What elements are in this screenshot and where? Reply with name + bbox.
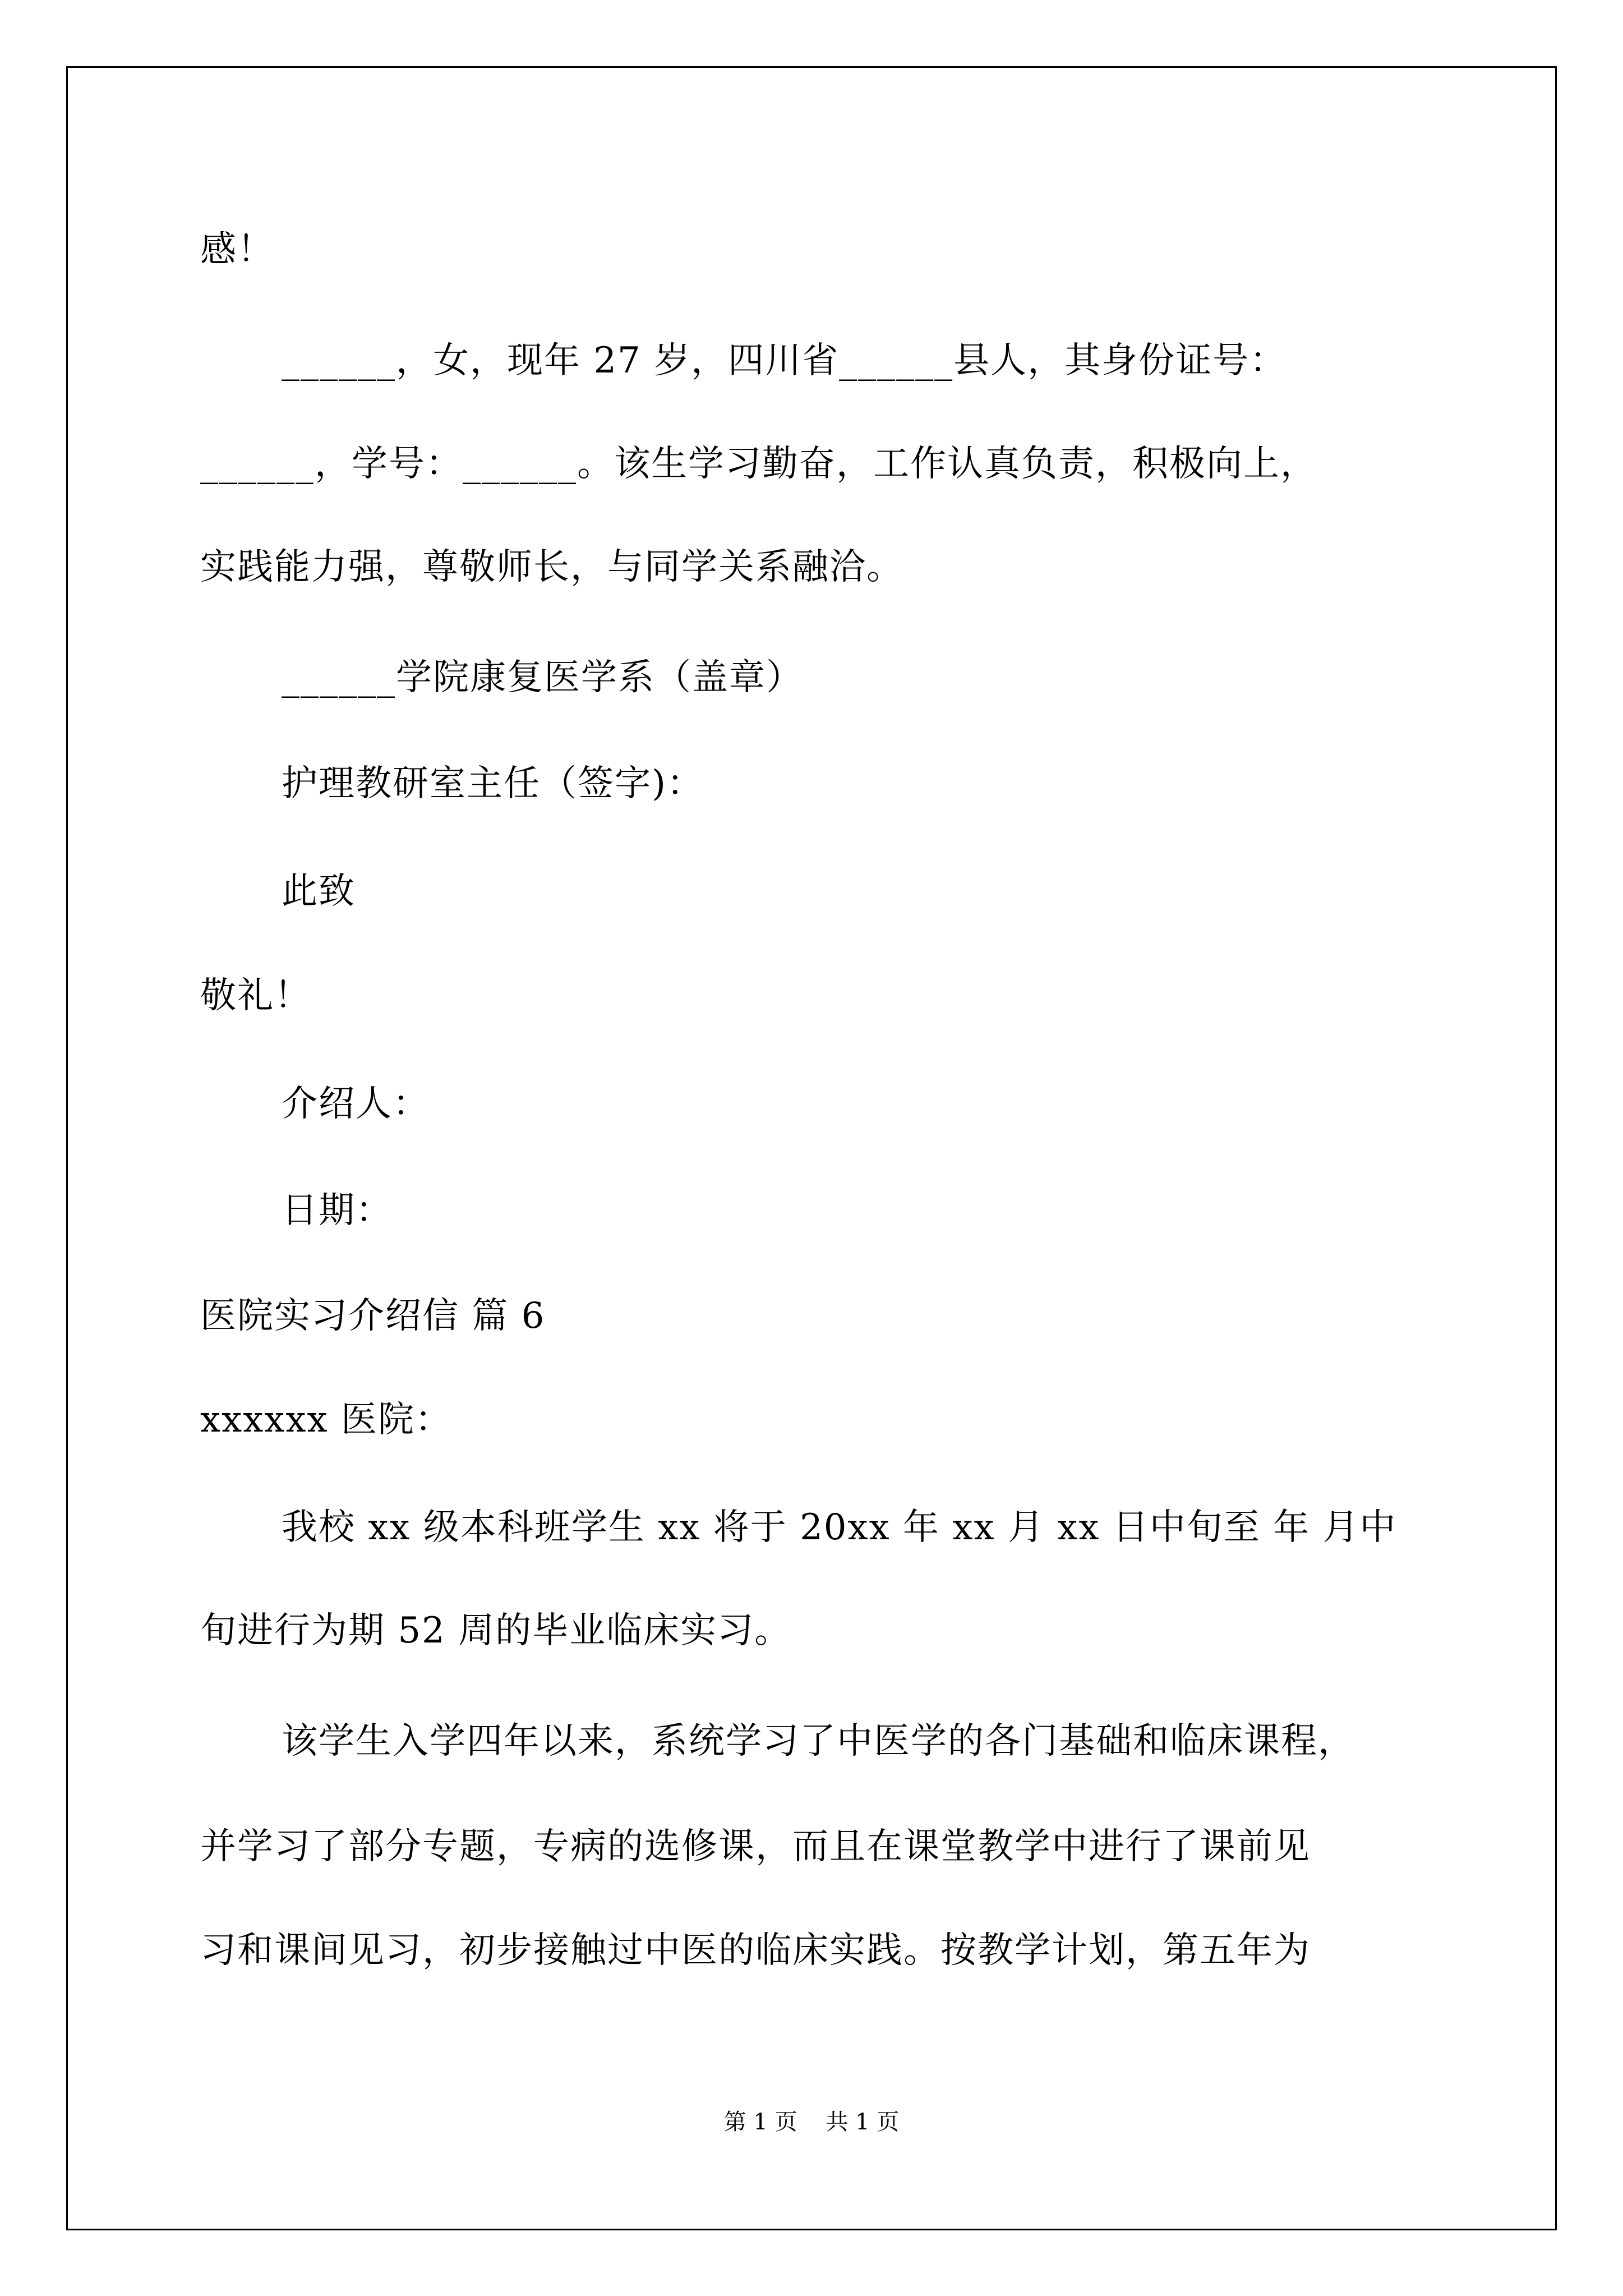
page-footer: 第 1 页 共 1 页	[723, 2109, 900, 2135]
text-line: 该学生入学四年以来，系统学习了中医学的各门基础和临床课程，	[282, 1720, 1355, 1762]
text-line: 我校 xx 级本科班学生 xx 将于 20xx 年 xx 月 xx 日中旬至 年 月中	[282, 1507, 1397, 1548]
text-line: 感！	[200, 229, 274, 270]
text-line: xxxxxx 医院：	[200, 1399, 452, 1441]
text-line: 日期：	[282, 1190, 393, 1231]
text-line: 介绍人：	[282, 1083, 430, 1125]
text-line: 实践能力强，尊敬师长，与同学关系融洽。	[200, 546, 903, 588]
text-line: ______，学号：______。该生学习勤奋，工作认真负责，积极向上，	[200, 443, 1317, 485]
text-line: 旬进行为期 52 周的毕业临床实习。	[200, 1610, 792, 1651]
section-heading: 医院实习介绍信 篇 6	[200, 1295, 546, 1337]
text-line: ______，女，现年 27 岁，四川省______县人，其身份证号：	[282, 340, 1287, 381]
text-line: ______学院康复医学系（盖章）	[282, 657, 803, 698]
text-line: 敬礼！	[200, 975, 311, 1016]
text-line: 此致	[282, 871, 356, 912]
text-line: 并学习了部分专题，专病的选修课，而且在课堂教学中进行了课前见	[200, 1826, 1311, 1867]
text-line: 习和课间见习，初步接触过中医的临床实践。按教学计划，第五年为	[200, 1930, 1311, 1971]
page-border	[66, 66, 1557, 2230]
text-line: 护理教研室主任（签字)：	[282, 763, 704, 804]
